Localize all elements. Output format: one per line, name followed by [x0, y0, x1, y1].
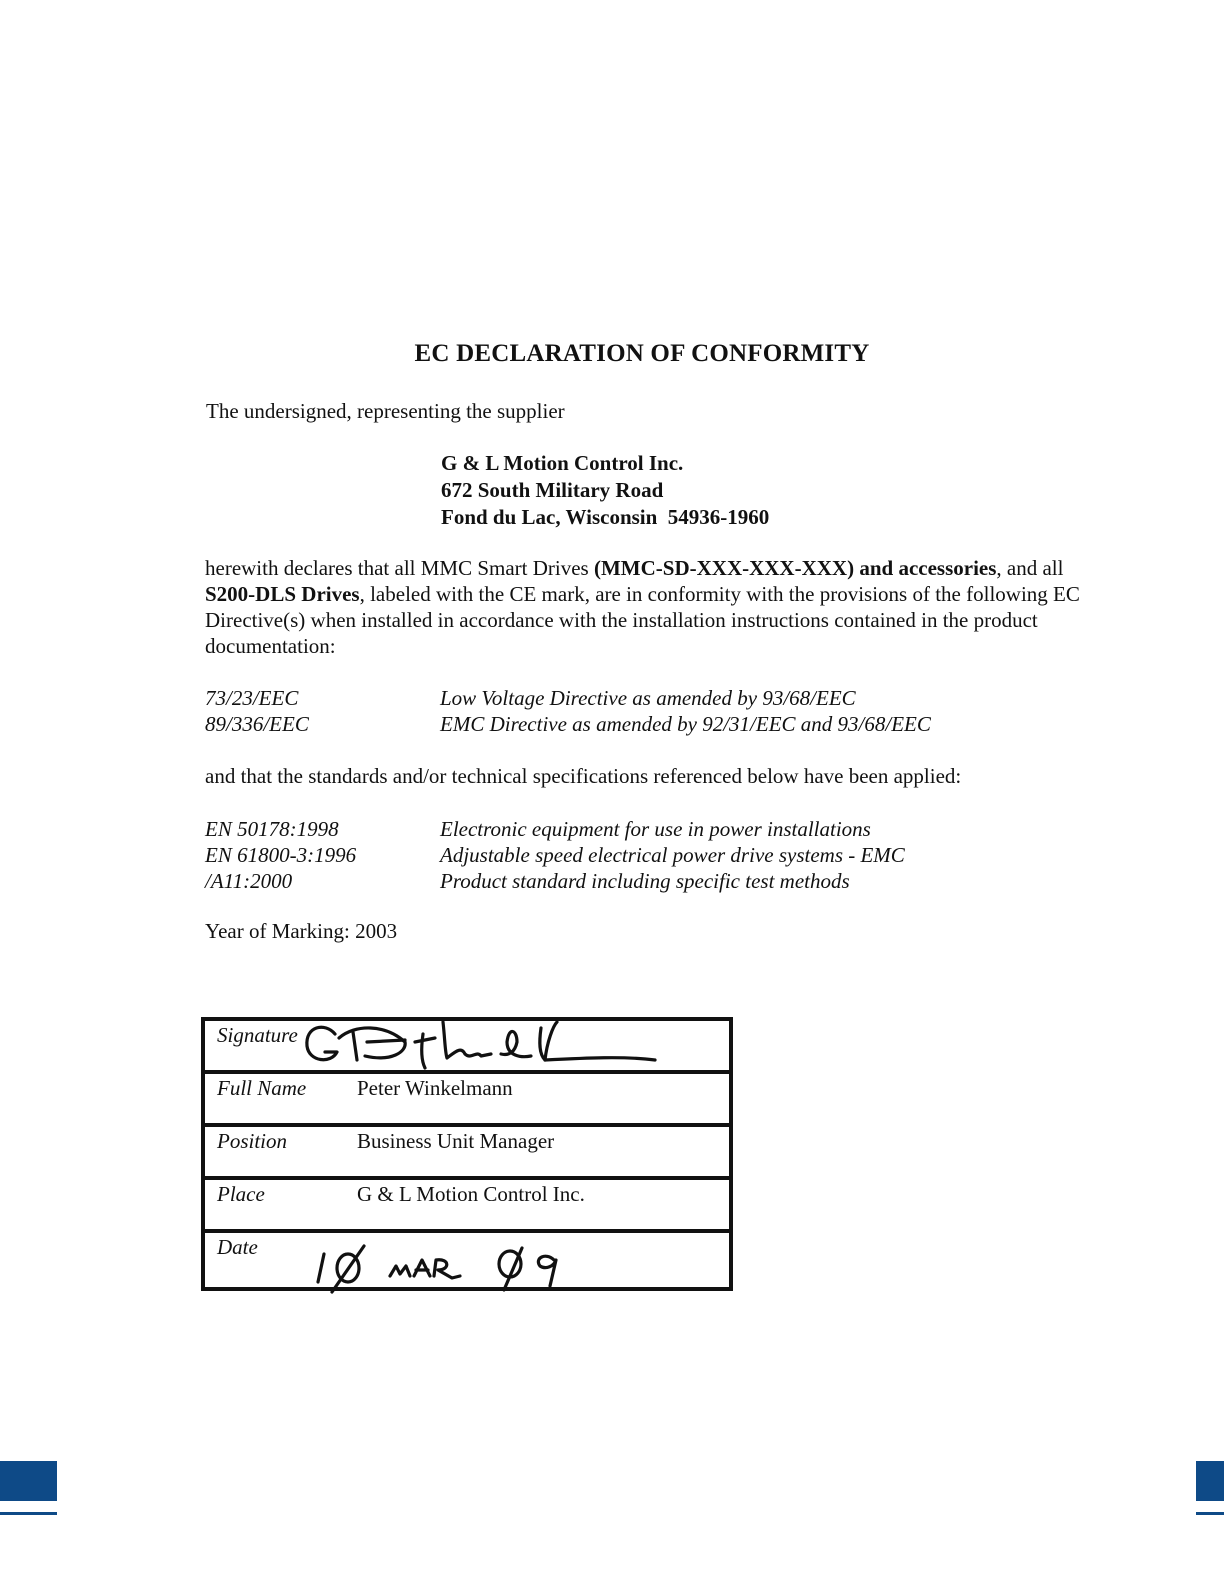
position-row [205, 1127, 729, 1180]
supplier-name: G & L Motion Control Inc. [441, 451, 684, 475]
left-edge-tab [0, 1461, 57, 1501]
declaration-product-s200: S200-DLS Drives [205, 582, 360, 606]
position-label: Position [217, 1129, 288, 1153]
right-edge-tab-rule [1196, 1512, 1224, 1515]
declaration-paragraph [205, 555, 1085, 659]
directive-description: Low Voltage Directive as amended by 93/68/EEC [440, 686, 856, 710]
full-name-label: Full Name [217, 1076, 307, 1100]
document-title: EC DECLARATION OF CONFORMITY [414, 340, 870, 367]
place-label: Place [217, 1182, 265, 1206]
standard-description: Electronic equipment for use in power installations [440, 817, 871, 841]
standard-code: EN 61800-3:1996 [205, 843, 357, 867]
directive-code: 89/336/EEC [205, 712, 309, 736]
place-value: G & L Motion Control Inc. [357, 1182, 585, 1206]
standard-description: Adjustable speed electrical power drive systems - EMC [440, 843, 905, 867]
place-row [205, 1180, 729, 1233]
full-name-row [205, 1074, 729, 1127]
standards-intro: and that the standards and/or technical specifications referenced below have been applied: [205, 764, 962, 788]
date-row [205, 1233, 729, 1287]
standard-code: /A11:2000 [205, 869, 293, 893]
declaration-part4: and all [1006, 556, 1064, 580]
year-of-marking: Year of Marking: 2003 [205, 919, 398, 943]
left-edge-tab-rule [0, 1512, 57, 1515]
position-value: Business Unit Manager [357, 1129, 555, 1153]
directive-code: 73/23/EEC [205, 686, 299, 710]
directive-description: EMC Directive as amended by 92/31/EEC and 93/68/EEC [440, 712, 931, 736]
right-edge-tab [1196, 1461, 1224, 1501]
declaration-part6: , labeled with the CE mark, are in conformity with the provisions of the following EC Directive(s) when installed in accordance with the installation instructions contained in the product documentation: [205, 582, 1080, 658]
signature-row [205, 1021, 729, 1074]
signature-table [201, 1017, 733, 1291]
intro-text: The undersigned, representing the supplier [206, 399, 565, 423]
full-name-value: Peter Winkelmann [357, 1076, 513, 1100]
standard-code: EN 50178:1998 [205, 817, 339, 841]
signature-label: Signature [217, 1023, 298, 1047]
supplier-street: 672 South Military Road [441, 478, 664, 502]
declaration-part3: , [996, 556, 1002, 580]
declaration-product-mmc: (MMC-SD-XXX-XXX-XXX) and accessories [593, 556, 997, 580]
supplier-city: Fond du Lac, Wisconsin 54936-1960 [441, 505, 770, 529]
date-label: Date [217, 1235, 258, 1259]
supplier-address [441, 450, 769, 531]
standard-description: Product standard including specific test methods [440, 869, 850, 893]
declaration-part1: herewith declares that all MMC Smart Drives [205, 556, 594, 580]
